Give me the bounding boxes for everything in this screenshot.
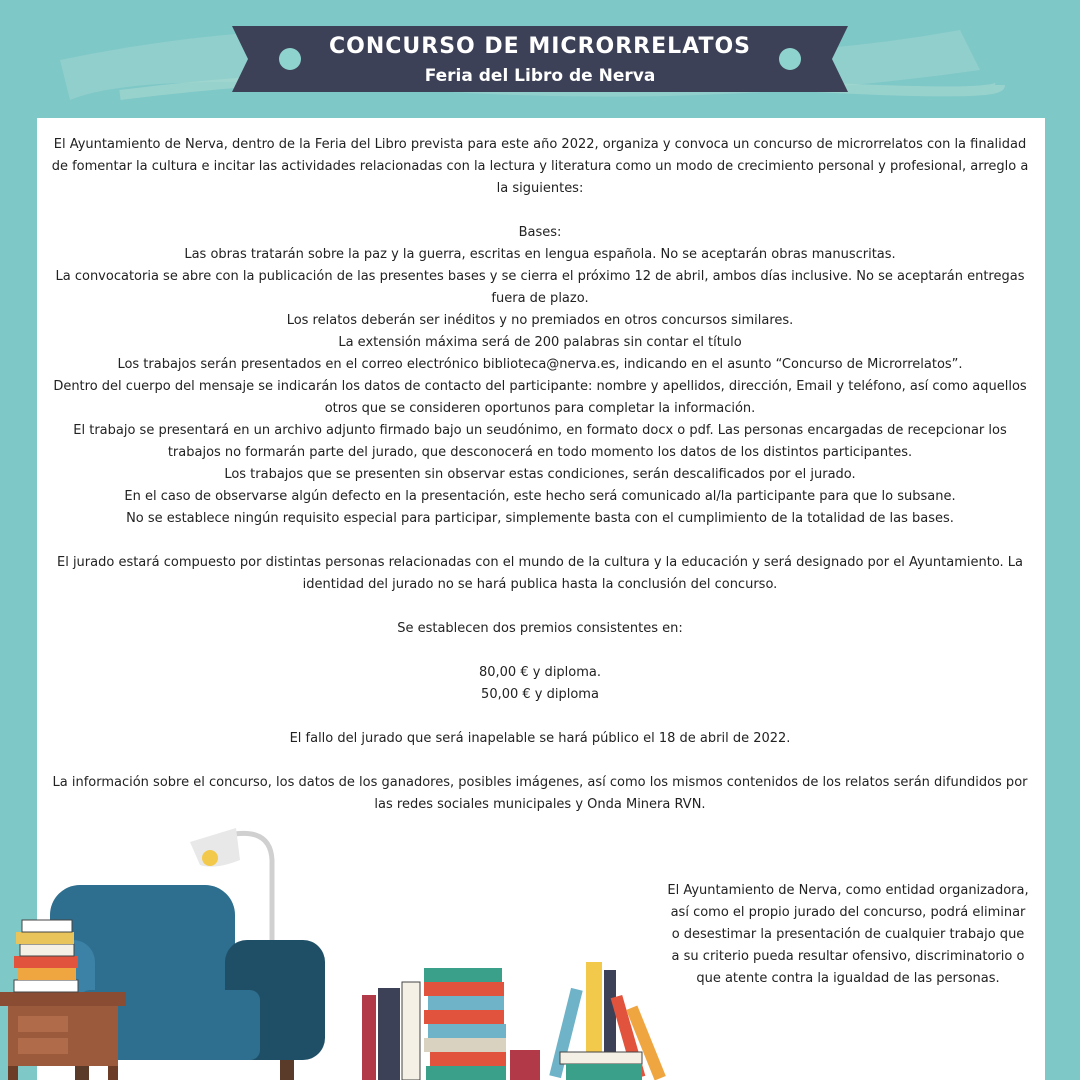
- bases-item: La extensión máxima será de 200 palabras sin contar el título: [338, 335, 742, 350]
- contest-rules-text: [50, 134, 1030, 816]
- leaning-books-icon: [549, 962, 666, 1080]
- bases-item: Dentro del cuerpo del mensaje se indicarán los datos de contacto del participante: nombre y apellidos, dirección, Email y teléfono, así como aquellos otros que se consideren oportunos para completar la información.: [53, 379, 1027, 416]
- bases-heading: Bases:: [518, 225, 562, 240]
- jury-paragraph: El jurado estará compuesto por distintas personas relacionadas con el mundo de la cultura y la educación y será designado por el Ayuntamiento. La identidad del jurado no se hará publica hasta la conclusión del concurso.: [56, 555, 1024, 592]
- reading-corner-illustration: [0, 820, 700, 1080]
- verdict-paragraph: El fallo del jurado que será inapelable se hará público el 18 de abril de 2022.: [289, 731, 791, 746]
- intro-paragraph: El Ayuntamiento de Nerva, dentro de la Feria del Libro prevista para este año 2022, organiza y convoca un concurso de microrrelatos con la finalidad de fomentar la cultura e incitar las actividades relacionadas con la lectura y literatura como un modo de crecimiento personal y profesional, arreglo a la siguientes:: [51, 137, 1029, 196]
- bases-item: No se establece ningún requisito especial para participar, simplemente basta con el cumplimiento de la totalidad de las bases.: [126, 511, 954, 526]
- bases-item: En el caso de observarse algún defecto en la presentación, este hecho será comunicado al/la participante para que lo subsane.: [124, 489, 956, 504]
- banner-subtitle: Feria del Libro de Nerva: [424, 66, 656, 86]
- header-banner: [232, 26, 848, 92]
- prizes-intro: Se establecen dos premios consistentes en:: [397, 621, 683, 636]
- book-stack-icon: [14, 920, 78, 992]
- banner-title: CONCURSO DE MICRORRELATOS: [328, 34, 752, 59]
- bases-item: El trabajo se presentará en un archivo adjunto firmado bajo un seudónimo, en formato docx o pdf. Las personas encargadas de recepcionar los trabajos no formarán parte del jurado, que desconocerá en todo momento los datos de los distintos participantes.: [73, 423, 1007, 460]
- bases-item: Los trabajos serán presentados en el correo electrónico biblioteca@nerva.es, indicando en el asunto “Concurso de Microrrelatos”.: [117, 357, 963, 372]
- info-paragraph: La información sobre el concurso, los datos de los ganadores, posibles imágenes, así como los mismos contenidos de los relatos serán difundidos por las redes sociales municipales y Onda Minera RVN.: [52, 775, 1028, 812]
- second-prize: 50,00 € y diploma: [481, 687, 599, 702]
- bases-item: Las obras tratarán sobre la paz y la guerra, escritas en lengua española. No se aceptarán obras manuscritas.: [184, 247, 896, 262]
- first-prize: 80,00 € y diploma.: [478, 665, 602, 680]
- disclaimer-notice: El Ayuntamiento de Nerva, como entidad organizadora, así como el propio jurado del concurso, podrá eliminar o desestimar la presentación de cualquier trabajo que a su criterio pueda resultar ofensivo, discriminatorio o que atente contra la igualdad de las personas.: [667, 883, 1029, 986]
- bases-item: Los relatos deberán ser inéditos y no premiados en otros concursos similares.: [286, 313, 794, 328]
- bases-item: Los trabajos que se presenten sin observar estas condiciones, serán descalificados por el jurado.: [224, 467, 856, 482]
- side-table-icon: [0, 992, 126, 1080]
- bases-item: La convocatoria se abre con la publicación de las presentes bases y se cierra el próximo 12 de abril, ambos días inclusive. No se aceptarán entregas fuera de plazo.: [55, 269, 1025, 306]
- upright-books-icon: [362, 968, 540, 1080]
